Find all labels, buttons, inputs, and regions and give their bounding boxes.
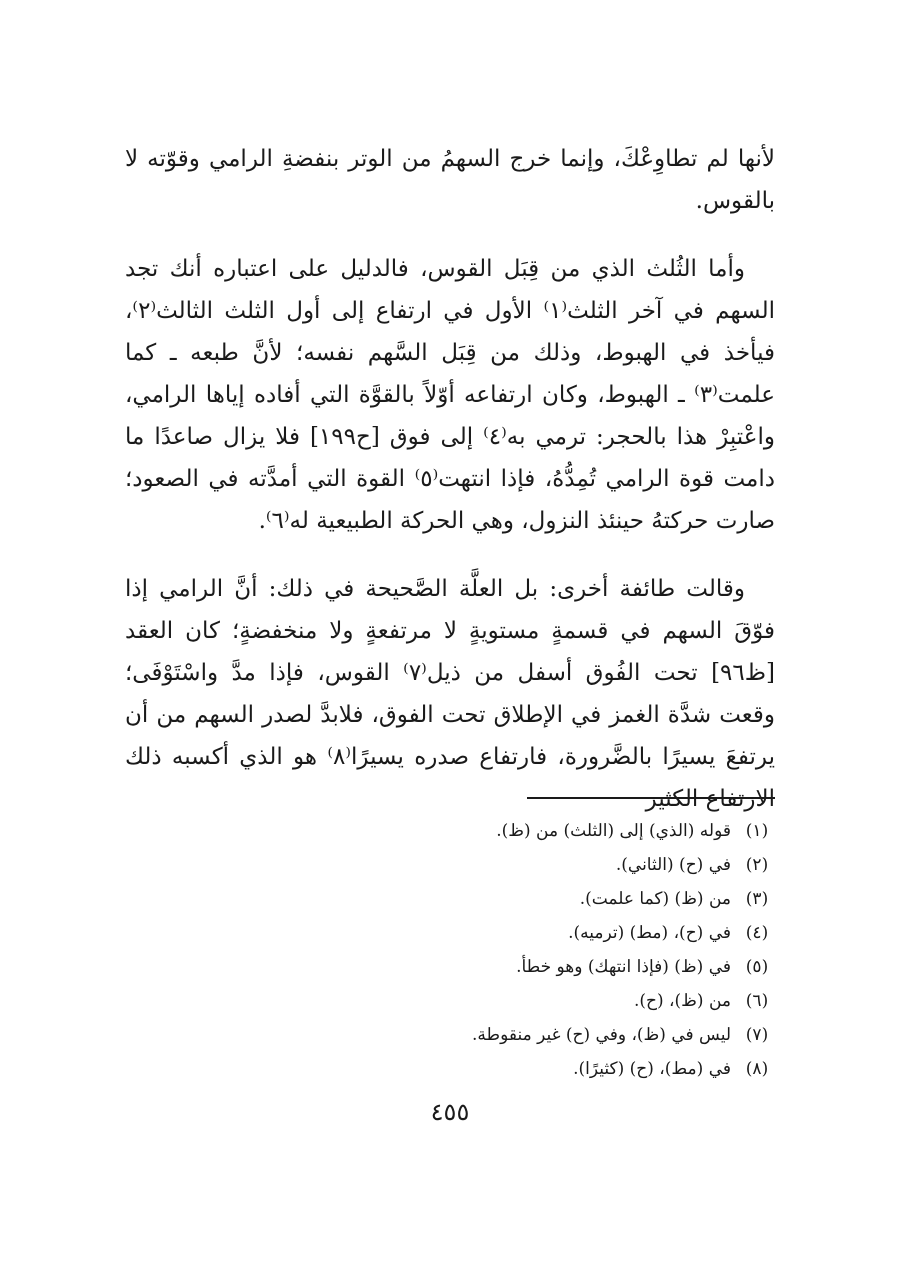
main-text	[125, 138, 775, 820]
footnote-5	[300, 950, 775, 984]
footnote-number: (٢)	[745, 855, 769, 875]
footnote-number: (٨)	[745, 1059, 769, 1079]
footnote-text: في (ح)، (مط) (ترميه).	[568, 923, 731, 943]
footnote-3	[300, 882, 775, 916]
footnote-number: (٦)	[745, 991, 769, 1011]
paragraph-1: لأنها لم تطاوِعْكَ، وإنما خرج السهمُ من الوتر بنفضةِ الرامي وقوّته لا بالقوس.	[125, 146, 775, 214]
page-number: ٤٥٥	[430, 1098, 470, 1126]
footnotes	[300, 814, 775, 1086]
footnote-text: في (مط)، (ح) (كثيرًا).	[573, 1059, 731, 1079]
paragraph-3: وقالت طائفة أخرى: بل العلَّة الصَّحيحة في ذلك: أنَّ الرامي إذا فوّقَ السهم في قسمةٍ مستويةٍ لا مرتفعةٍ ولا منخفضةٍ؛ كان العقد [ظ٩٦] تحت الفُوق أسفل من ذيل⁽٧⁾ القوس، فإذا مدَّ واسْتَوْفَى؛ وقعت شدَّة الغمز في الإطلاق تحت الفوق، فلابدَّ لصدر السهم من أن يرتفعَ يسيرًا بالضَّرورة، فارتفاع صدره يسيرًا⁽٨⁾ هو الذي أكسبه ذلك الارتفاع الكثير	[125, 576, 776, 812]
footnote-8	[300, 1052, 775, 1086]
footnote-6	[300, 984, 775, 1018]
footnote-text: في (ح) (الثاني).	[615, 855, 731, 875]
footnote-number: (٣)	[745, 889, 769, 909]
footnote-number: (٧)	[745, 1025, 769, 1045]
footnote-text: في (ظ) (فإذا انتهك) وهو خطأ.	[516, 957, 731, 977]
footnote-text: ليس في (ظ)، وفي (ح) غير منقوطة.	[472, 1025, 731, 1045]
footnote-text: قوله (الذي) إلى (الثلث) من (ظ).	[496, 821, 731, 841]
footnote-separator	[527, 797, 775, 799]
footnote-number: (٥)	[745, 957, 769, 977]
footnote-text: من (ظ)، (ح).	[634, 991, 731, 1011]
footnote-4	[300, 916, 775, 950]
footnote-7	[300, 1018, 775, 1052]
footnote-number: (١)	[745, 821, 769, 841]
footnote-1	[300, 814, 775, 848]
footnote-number: (٤)	[745, 923, 769, 943]
paragraph-2: وأما الثُلث الذي من قِبَل القوس، فالدليل على اعتباره أنك تجد السهم في آخر الثلث⁽١⁾ الأول في ارتفاع إلى أول الثلث الثالث⁽٢⁾، فيأخذ في الهبوط، وذلك من قِبَل السَّهم نفسه؛ لأنَّ طبعه ـ كما علمت⁽٣⁾ ـ الهبوط، وكان ارتفاعه أوّلاً بالقوَّة التي أفاده إياها الرامي، واعْتبِرْ هذا بالحجر: ترمي به⁽٤⁾ إلى فوق [ح١٩٩] فلا يزال صاعدًا ما دامت قوة الرامي تُمِدُّهُ، فإذا انتهت⁽٥⁾ القوة التي أمدَّته في الصعود؛ صارت حركتهُ حينئذ النزول، وهي الحركة الطبيعية له⁽٦⁾.	[125, 256, 775, 534]
footnote-2	[300, 848, 775, 882]
footnote-text: من (ظ) (كما علمت).	[579, 889, 731, 909]
